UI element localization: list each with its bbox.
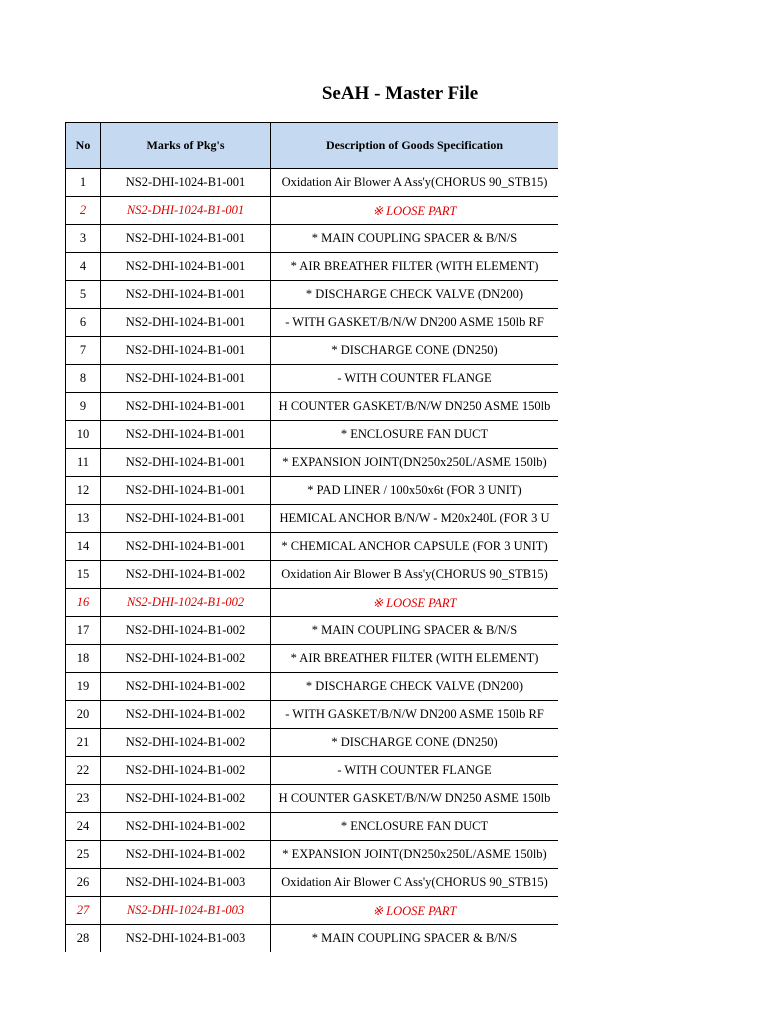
cell-no: 9	[66, 393, 101, 421]
cell-description: - WITH COUNTER FLANGE	[271, 757, 559, 785]
cell-no: 14	[66, 533, 101, 561]
table-row	[66, 813, 559, 841]
cell-no: 7	[66, 337, 101, 365]
cell-mark: NS2-DHI-1024-B1-001	[101, 393, 271, 421]
cell-description: * EXPANSION JOINT(DN250x250L/ASME 150lb)	[271, 841, 559, 869]
table-row	[66, 393, 559, 421]
cell-mark: NS2-DHI-1024-B1-002	[101, 701, 271, 729]
cell-mark: NS2-DHI-1024-B1-002	[101, 617, 271, 645]
cell-description: * ENCLOSURE FAN DUCT	[271, 813, 559, 841]
page-title: SeAH - Master File	[321, 83, 479, 104]
cell-no: 16	[66, 589, 101, 617]
cell-mark: NS2-DHI-1024-B1-002	[101, 841, 271, 869]
cell-description: * MAIN COUPLING SPACER & B/N/S	[271, 617, 559, 645]
table-row	[66, 225, 559, 253]
cell-mark: NS2-DHI-1024-B1-001	[101, 253, 271, 281]
cell-no: 17	[66, 617, 101, 645]
table-row	[66, 253, 559, 281]
cell-no: 19	[66, 673, 101, 701]
cell-description: * CHEMICAL ANCHOR CAPSULE (FOR 3 UNIT)	[271, 533, 559, 561]
table-body	[66, 169, 559, 953]
cell-mark: NS2-DHI-1024-B1-001	[101, 449, 271, 477]
cell-mark: NS2-DHI-1024-B1-002	[101, 589, 271, 617]
cell-description: * ENCLOSURE FAN DUCT	[271, 421, 559, 449]
table-header-row	[66, 123, 559, 169]
cell-mark: NS2-DHI-1024-B1-002	[101, 785, 271, 813]
table-row	[66, 421, 559, 449]
cell-mark: NS2-DHI-1024-B1-002	[101, 757, 271, 785]
cell-description: * DISCHARGE CHECK VALVE (DN200)	[271, 281, 559, 309]
cell-description: * DISCHARGE CONE (DN250)	[271, 729, 559, 757]
cell-mark: NS2-DHI-1024-B1-002	[101, 813, 271, 841]
table-row	[66, 365, 559, 393]
cell-no: 28	[66, 925, 101, 953]
table-row	[66, 169, 559, 197]
cell-description: * MAIN COUPLING SPACER & B/N/S	[271, 925, 559, 953]
cell-description: HEMICAL ANCHOR B/N/W - M20x240L (FOR 3 U	[271, 505, 559, 533]
cell-description: Oxidation Air Blower C Ass'y(CHORUS 90_STB15)	[271, 869, 559, 897]
table-row	[66, 701, 559, 729]
table-row	[66, 533, 559, 561]
table-row	[66, 281, 559, 309]
cell-no: 25	[66, 841, 101, 869]
cell-no: 23	[66, 785, 101, 813]
table-row	[66, 477, 559, 505]
table-row	[66, 841, 559, 869]
cell-no: 27	[66, 897, 101, 925]
cell-description: - WITH COUNTER FLANGE	[271, 365, 559, 393]
cell-description: Oxidation Air Blower B Ass'y(CHORUS 90_STB15)	[271, 561, 559, 589]
cell-no: 11	[66, 449, 101, 477]
cell-description: H COUNTER GASKET/B/N/W DN250 ASME 150lb	[271, 785, 559, 813]
table-row	[66, 729, 559, 757]
cell-description: * DISCHARGE CHECK VALVE (DN200)	[271, 673, 559, 701]
table-row	[66, 897, 559, 925]
table-row	[66, 197, 559, 225]
cell-no: 5	[66, 281, 101, 309]
table-row	[66, 869, 559, 897]
cell-description: ※ LOOSE PART	[271, 589, 559, 617]
header-marks-of-pkgs: Marks of Pkg's	[101, 123, 271, 169]
table-row	[66, 589, 559, 617]
cell-mark: NS2-DHI-1024-B1-002	[101, 729, 271, 757]
cell-description: * EXPANSION JOINT(DN250x250L/ASME 150lb)	[271, 449, 559, 477]
table-row	[66, 925, 559, 953]
cell-mark: NS2-DHI-1024-B1-001	[101, 505, 271, 533]
cell-mark: NS2-DHI-1024-B1-003	[101, 897, 271, 925]
cell-description: * AIR BREATHER FILTER (WITH ELEMENT)	[271, 253, 559, 281]
cell-description: Oxidation Air Blower A Ass'y(CHORUS 90_STB15)	[271, 169, 559, 197]
cell-description: * MAIN COUPLING SPACER & B/N/S	[271, 225, 559, 253]
cell-no: 15	[66, 561, 101, 589]
table-row	[66, 449, 559, 477]
cell-no: 2	[66, 197, 101, 225]
cell-mark: NS2-DHI-1024-B1-001	[101, 197, 271, 225]
cell-no: 10	[66, 421, 101, 449]
cell-mark: NS2-DHI-1024-B1-002	[101, 561, 271, 589]
cell-mark: NS2-DHI-1024-B1-001	[101, 225, 271, 253]
cell-mark: NS2-DHI-1024-B1-001	[101, 281, 271, 309]
cell-no: 13	[66, 505, 101, 533]
cell-mark: NS2-DHI-1024-B1-001	[101, 169, 271, 197]
cell-mark: NS2-DHI-1024-B1-001	[101, 533, 271, 561]
cell-no: 22	[66, 757, 101, 785]
cell-description: H COUNTER GASKET/B/N/W DN250 ASME 150lb	[271, 393, 559, 421]
cell-mark: NS2-DHI-1024-B1-003	[101, 869, 271, 897]
cell-mark: NS2-DHI-1024-B1-001	[101, 365, 271, 393]
cell-no: 20	[66, 701, 101, 729]
cell-mark: NS2-DHI-1024-B1-002	[101, 645, 271, 673]
cell-mark: NS2-DHI-1024-B1-001	[101, 421, 271, 449]
master-file-table	[65, 122, 558, 952]
cell-no: 3	[66, 225, 101, 253]
table-row	[66, 785, 559, 813]
cell-description: ※ LOOSE PART	[271, 897, 559, 925]
cell-description: * PAD LINER / 100x50x6t (FOR 3 UNIT)	[271, 477, 559, 505]
table-row	[66, 309, 559, 337]
table-row	[66, 505, 559, 533]
cell-mark: NS2-DHI-1024-B1-003	[101, 925, 271, 953]
cell-no: 12	[66, 477, 101, 505]
table-row	[66, 673, 559, 701]
cell-no: 18	[66, 645, 101, 673]
cell-description: ※ LOOSE PART	[271, 197, 559, 225]
header-description: Description of Goods Specification	[271, 123, 559, 169]
cell-no: 1	[66, 169, 101, 197]
table-row	[66, 757, 559, 785]
header-no: No	[66, 123, 101, 169]
cell-no: 24	[66, 813, 101, 841]
cell-no: 21	[66, 729, 101, 757]
cell-mark: NS2-DHI-1024-B1-002	[101, 673, 271, 701]
table-row	[66, 561, 559, 589]
table-row	[66, 617, 559, 645]
cell-no: 4	[66, 253, 101, 281]
cell-description: - WITH GASKET/B/N/W DN200 ASME 150lb RF	[271, 701, 559, 729]
cell-mark: NS2-DHI-1024-B1-001	[101, 477, 271, 505]
cell-no: 8	[66, 365, 101, 393]
cell-description: * DISCHARGE CONE (DN250)	[271, 337, 559, 365]
cell-no: 6	[66, 309, 101, 337]
cell-mark: NS2-DHI-1024-B1-001	[101, 309, 271, 337]
table-row	[66, 645, 559, 673]
cell-mark: NS2-DHI-1024-B1-001	[101, 337, 271, 365]
table-row	[66, 337, 559, 365]
master-file-table-container	[65, 122, 558, 952]
cell-description: * AIR BREATHER FILTER (WITH ELEMENT)	[271, 645, 559, 673]
cell-no: 26	[66, 869, 101, 897]
cell-description: - WITH GASKET/B/N/W DN200 ASME 150lb RF	[271, 309, 559, 337]
